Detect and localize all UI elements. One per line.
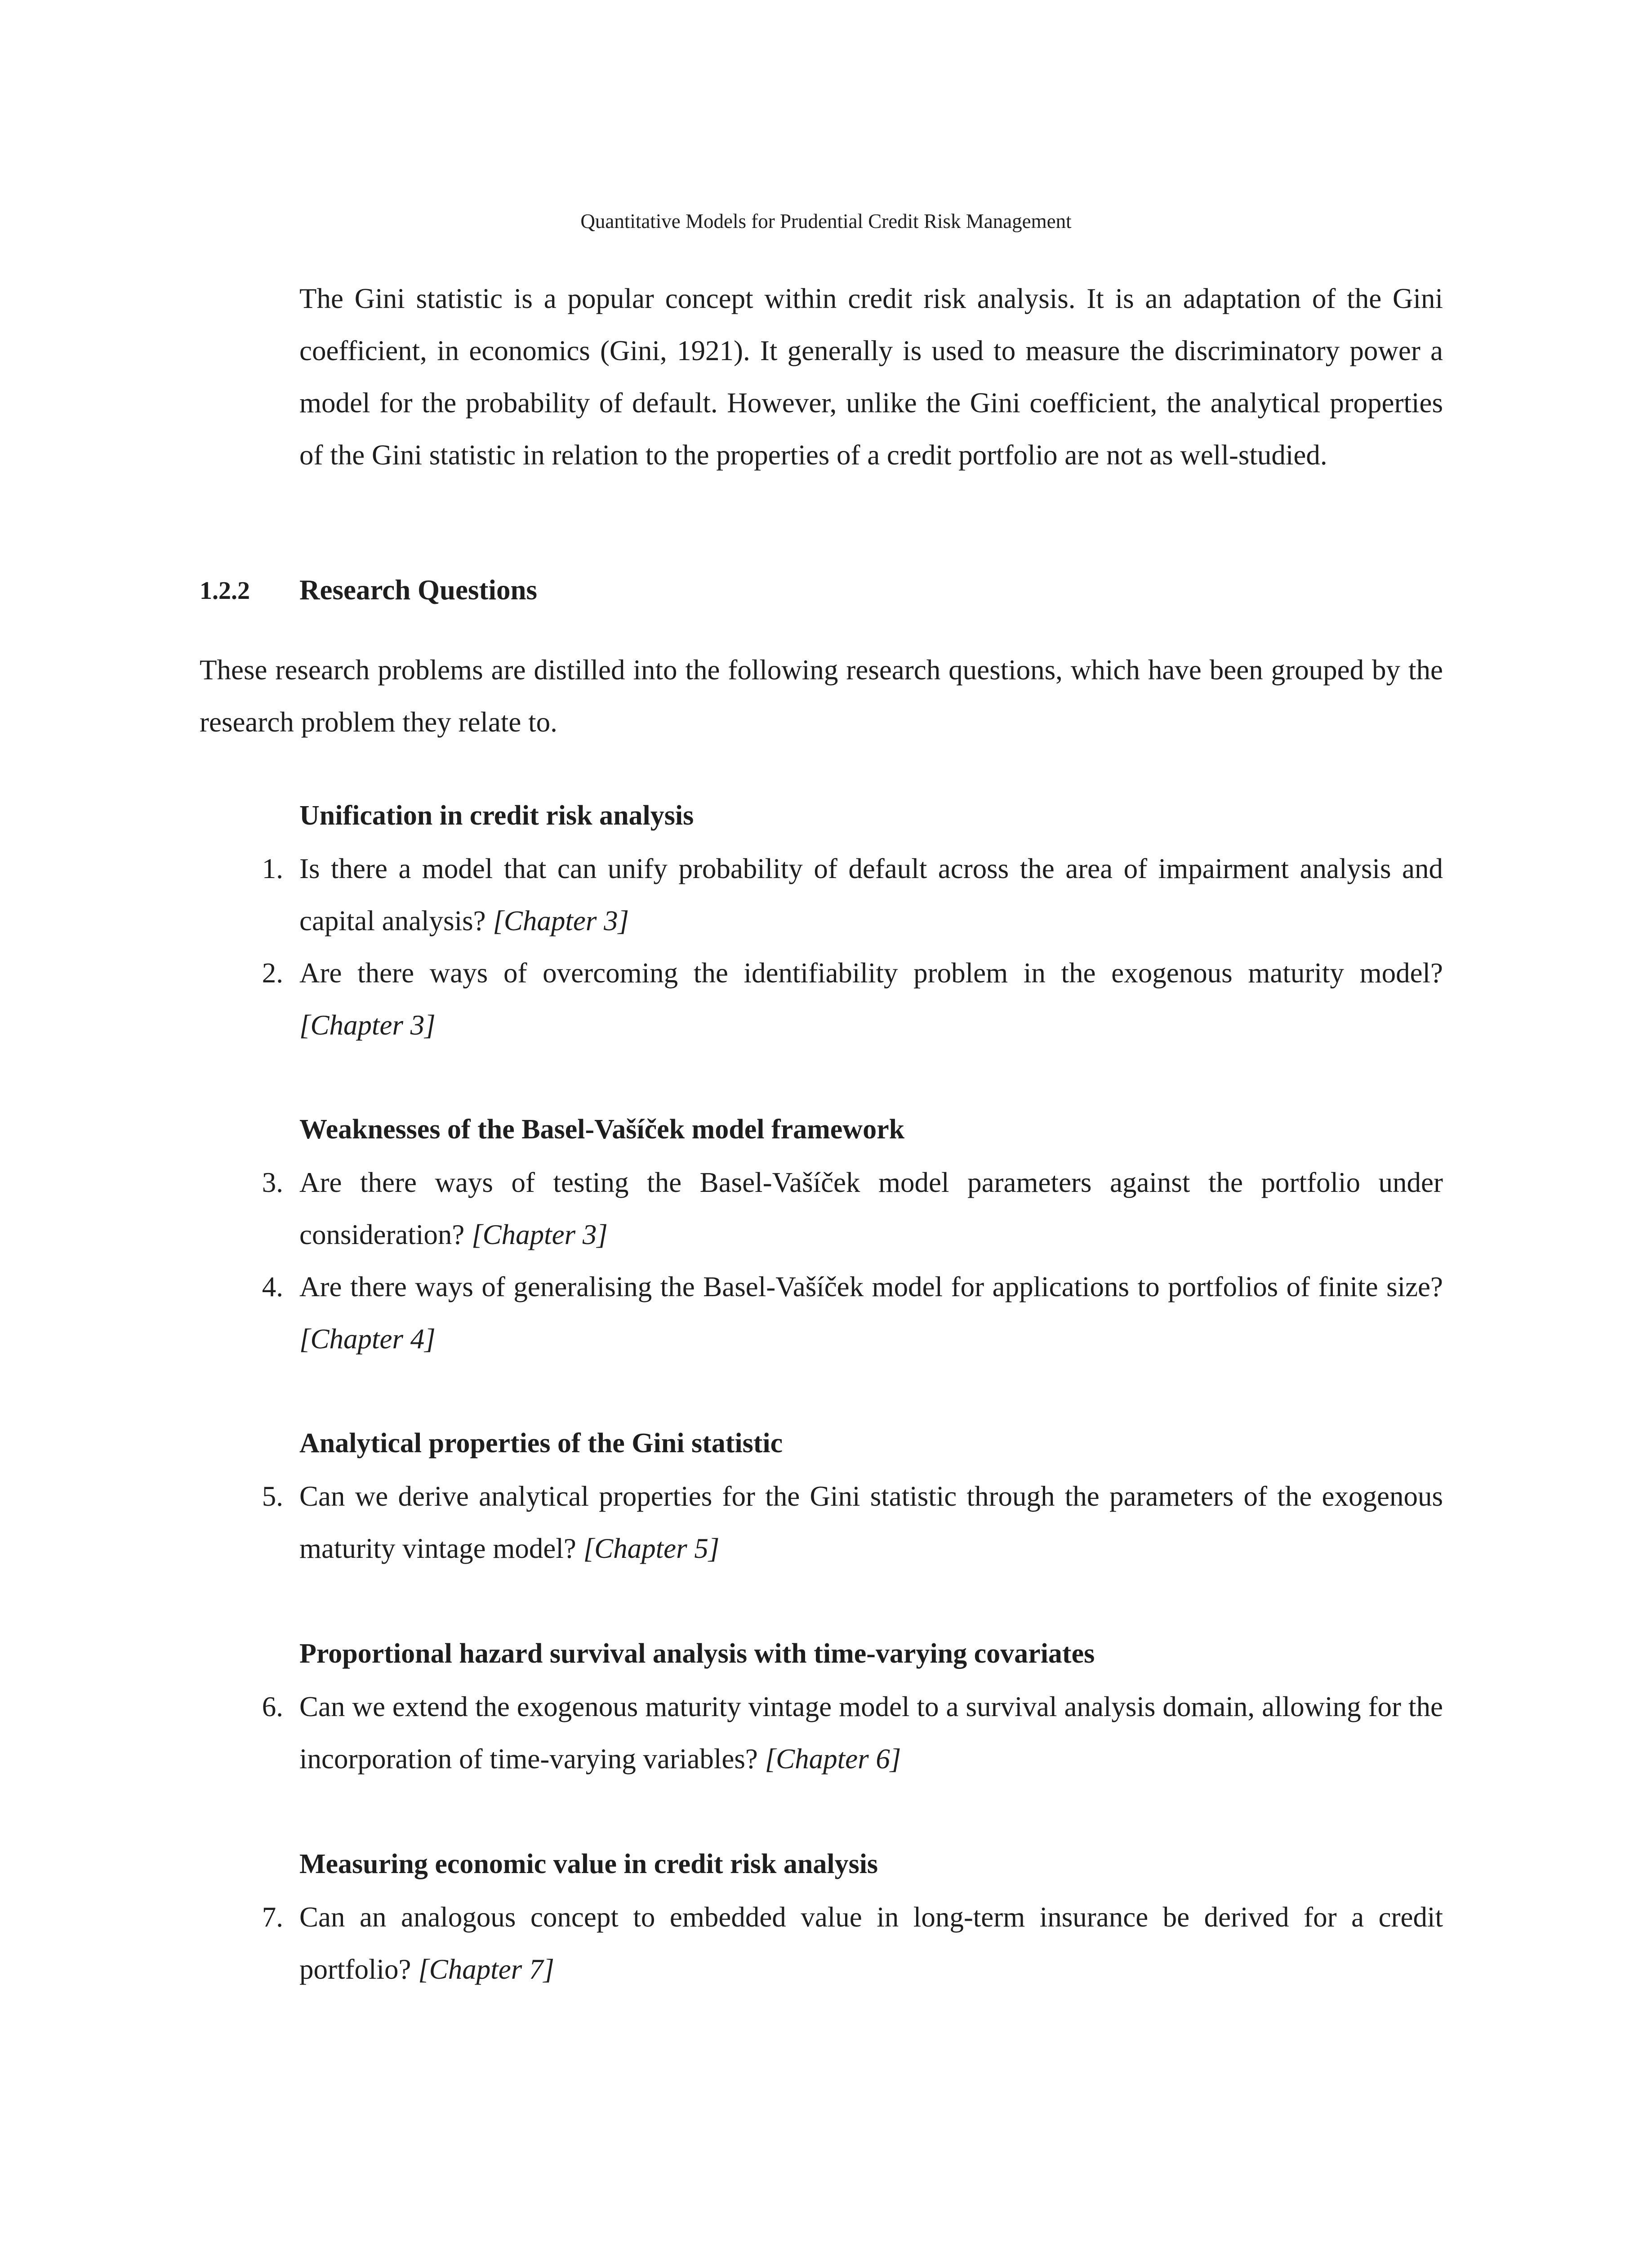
question-text: Is there a model that can unify probability of default across the area of impairment analysis and capital analysis? [Chapter 3] [299,853,1443,937]
question-number: 5. [262,1481,283,1512]
section-number: 1.2.2 [200,577,250,605]
group-title: Analytical properties of the Gini statistic [299,1428,783,1459]
group-title: Measuring economic value in credit risk analysis [299,1849,878,1879]
question-text: Are there ways of overcoming the identifiability problem in the exogenous maturity model? [Chapter 3] [299,957,1443,1041]
question-text: Can we derive analytical properties for the Gini statistic through the parameters of the exogenous maturity vintage model? [Chapter 5] [299,1481,1443,1564]
question-number: 6. [262,1691,283,1722]
chapter-reference: [Chapter 7] [418,1954,554,1985]
question-number: 2. [262,957,283,989]
group-title: Weaknesses of the Basel-Vašíček model framework [299,1114,905,1145]
question-text: Are there ways of testing the Basel-Vašíček model parameters against the portfolio under consideration? [Chapter 3] [299,1167,1443,1250]
section-title: Research Questions [299,574,538,606]
chapter-reference: [Chapter 3] [472,1219,608,1250]
running-header: Quantitative Models for Prudential Credit Risk Management [580,210,1072,232]
chapter-reference: [Chapter 6] [765,1743,901,1775]
group-title: Proportional hazard survival analysis with time-varying covariates [299,1638,1095,1669]
question-number: 1. [262,853,283,884]
chapter-reference: [Chapter 4] [299,1323,436,1355]
question-number: 7. [262,1901,283,1933]
question-text: Are there ways of generalising the Basel-Vašíček model for applications to portfolios of finite size? [Chapter 4] [299,1271,1443,1355]
question-text: Can we extend the exogenous maturity vintage model to a survival analysis domain, allowing for the incorporation of time-varying variables? [Chapter 6] [299,1691,1443,1775]
group-title: Unification in credit risk analysis [299,800,694,831]
chapter-reference: [Chapter 3] [299,1009,436,1041]
lead-paragraph: These research problems are distilled into the following research questions, which have been grouped by the research problem they relate to. [200,654,1443,738]
intro-paragraph: The Gini statistic is a popular concept within credit risk analysis. It is an adaptation of the Gini coefficient, in economics (Gini, 1921). It generally is used to measure the discriminatory power a model for the probability of default. However, unlike the Gini coefficient, the analytical properties of the Gini statistic in relation to the properties of a credit portfolio are not as well-studied. [299,283,1443,471]
question-number: 4. [262,1271,283,1302]
question-number: 3. [262,1167,283,1198]
chapter-reference: [Chapter 5] [583,1533,720,1564]
chapter-reference: [Chapter 3] [493,905,629,937]
question-text: Can an analogous concept to embedded value in long-term insurance be derived for a credit portfolio? [Chapter 7] [299,1901,1443,1985]
